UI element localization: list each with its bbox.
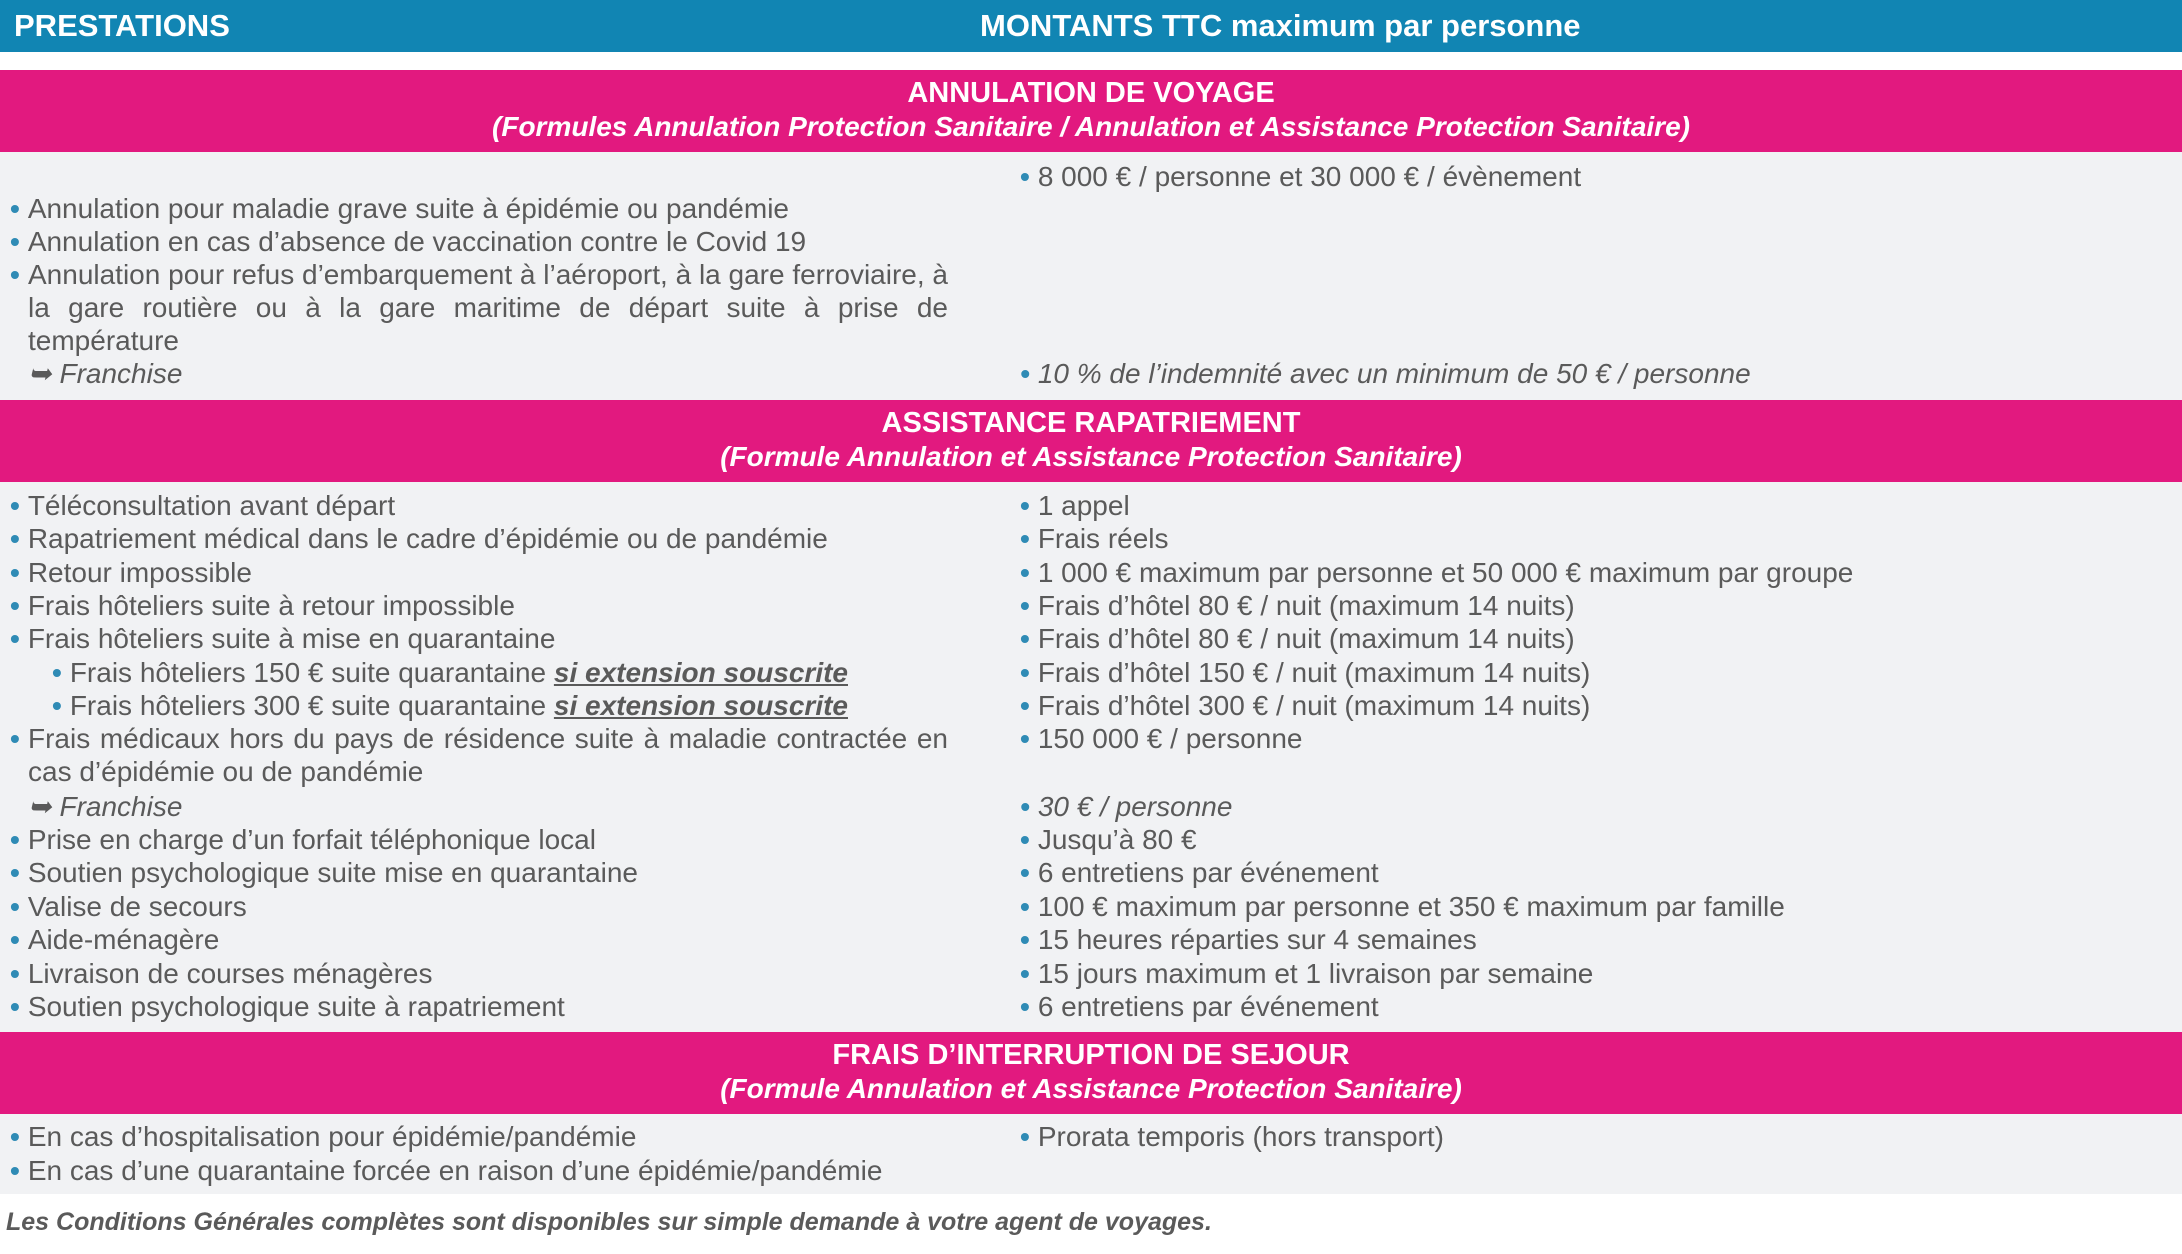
list-item: • Frais réels — [1020, 523, 1169, 554]
section-interruption-body — [0, 1114, 2182, 1194]
list-item: • 8 000 € / personne et 30 000 € / évènement — [1020, 161, 1582, 192]
list-item: • Soutien psychologique suite mise en quarantaine — [10, 857, 639, 888]
list-item: • 10 % de l’indemnité avec un minimum de 50 € / personne — [1020, 358, 1751, 389]
extension-label: si extension souscrite — [553, 657, 848, 688]
list-item: • 1 appel — [1020, 490, 1130, 521]
section-subtitle: (Formule Annulation et Assistance Protection Sanitaire) — [720, 1073, 1462, 1104]
list-item: • En cas d’hospitalisation pour épidémie/pandémie — [10, 1121, 637, 1152]
list-item: • — [10, 259, 20, 290]
footer-note: Les Conditions Générales complètes sont disponibles sur simple demande à votre agent de voyages. — [6, 1208, 1212, 1236]
list-item: • Prorata temporis (hors transport) — [1020, 1121, 1444, 1152]
list-item: • 6 entretiens par événement — [1020, 857, 1379, 888]
list-item: • Annulation pour maladie grave suite à épidémie ou pandémie — [10, 193, 789, 224]
table-header — [0, 0, 2182, 52]
list-item: • Frais d’hôtel 300 € / nuit (maximum 14 nuits) — [1020, 690, 1591, 721]
section-interruption-title — [0, 1032, 2182, 1114]
header-montants: MONTANTS TTC maximum par personne — [980, 8, 1581, 43]
list-item: • Livraison de courses ménagères — [10, 958, 433, 989]
section-subtitle: (Formules Annulation Protection Sanitaire / Annulation et Assistance Protection Sanitaire) — [492, 111, 1690, 142]
list-item: • Prise en charge d’un forfait téléphonique local — [10, 824, 596, 855]
list-item-text: Frais médicaux hors du pays de résidence suite à maladie contractée en cas d’épidémie ou de pandémie — [28, 723, 948, 787]
list-item: • 30 € / personne — [1020, 791, 1233, 822]
list-item: • Frais hôteliers suite à retour impossible — [10, 590, 515, 621]
franchise-label: ➥ Franchise — [28, 791, 183, 822]
list-item: • Aide-ménagère — [10, 924, 220, 955]
list-item: • Frais d’hôtel 150 € / nuit (maximum 14 nuits) — [1020, 657, 1591, 688]
section-title: ANNULATION DE VOYAGE — [907, 77, 1275, 109]
list-item: • Frais hôteliers suite à mise en quarantaine — [10, 623, 556, 654]
list-item: • Soutien psychologique suite à rapatriement — [10, 991, 565, 1022]
list-item: • Frais d’hôtel 80 € / nuit (maximum 14 nuits) — [1020, 623, 1575, 654]
extension-label: si extension souscrite — [553, 690, 848, 721]
list-item: • En cas d’une quarantaine forcée en raison d’une épidémie/pandémie — [10, 1155, 883, 1186]
list-item: • 15 jours maximum et 1 livraison par semaine — [1020, 958, 1594, 989]
list-item-text: Annulation pour refus d’embarquement à l’aéroport, à la gare ferroviaire, à la gare routière ou à la gare maritime de départ suite à prise de température — [28, 259, 948, 356]
sub-list-item: • Frais hôteliers 300 € suite quarantaine si extension souscrite — [52, 690, 848, 721]
section-subtitle: (Formule Annulation et Assistance Protection Sanitaire) — [720, 441, 1462, 472]
list-item: • 1 000 € maximum par personne et 50 000 € maximum par groupe — [1020, 557, 1854, 588]
list-item: • Annulation en cas d’absence de vaccination contre le Covid 19 — [10, 226, 807, 257]
section-title: ASSISTANCE RAPATRIEMENT — [881, 407, 1301, 439]
list-item: • Rapatriement médical dans le cadre d’épidémie ou de pandémie — [10, 523, 828, 554]
list-item: • — [10, 723, 20, 754]
list-item: • 100 € maximum par personne et 350 € maximum par famille — [1020, 891, 1785, 922]
franchise-label: ➥ Franchise — [28, 358, 183, 389]
list-item: • Jusqu’à 80 € — [1020, 824, 1197, 855]
list-item: • Téléconsultation avant départ — [10, 490, 396, 521]
list-item: • 6 entretiens par événement — [1020, 991, 1379, 1022]
list-item: • Retour impossible — [10, 557, 252, 588]
section-annulation-title — [0, 70, 2182, 152]
section-assistance-title — [0, 400, 2182, 482]
sub-list-item: • Frais hôteliers 150 € suite quarantaine si extension souscrite — [52, 657, 848, 688]
list-item: • Valise de secours — [10, 891, 247, 922]
list-item: • 15 heures réparties sur 4 semaines — [1020, 924, 1477, 955]
section-annulation-body — [0, 152, 2182, 400]
section-assistance-body — [0, 482, 2182, 1032]
section-title: FRAIS D’INTERRUPTION DE SEJOUR — [832, 1039, 1350, 1071]
list-item: • 150 000 € / personne — [1020, 723, 1303, 754]
header-prestations: PRESTATIONS — [14, 8, 230, 43]
list-item: • Frais d’hôtel 80 € / nuit (maximum 14 nuits) — [1020, 590, 1575, 621]
